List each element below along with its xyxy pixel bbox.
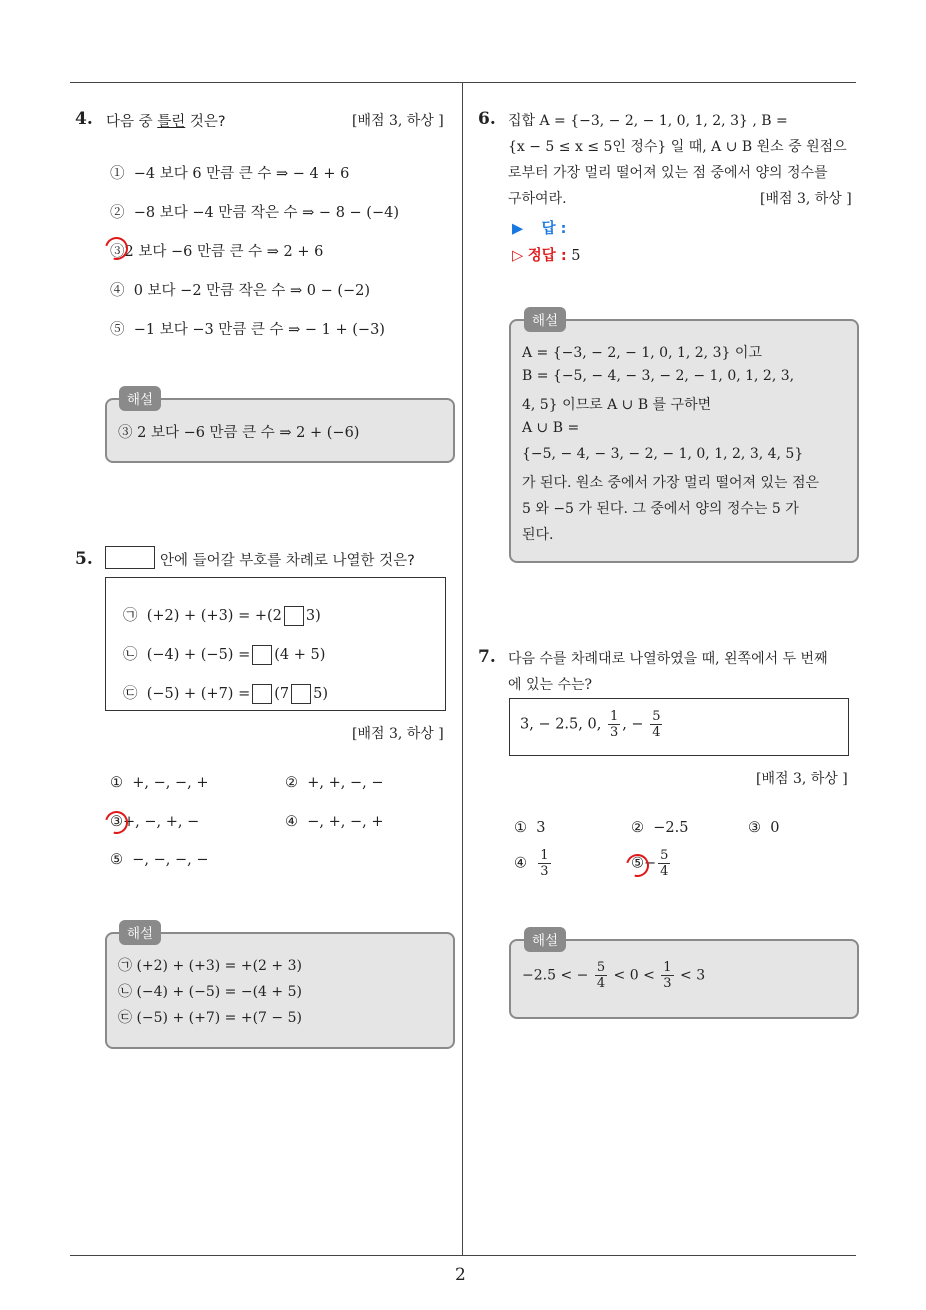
q5-choice-4[interactable]: ④ −, +, −, + (285, 814, 384, 830)
q7-choice-3[interactable]: ③ 0 (748, 820, 780, 836)
q6-answer-label: 답 : (541, 221, 567, 237)
q5-choice-1[interactable]: ① +, −, −, + (110, 775, 209, 791)
q7-number-list: 3, − 2.5, 0, $\frac{1}{3}$ , − $\frac{5}{4}$ (520, 709, 661, 740)
q4-stem: 다음 중 틀린 것은? (106, 114, 226, 130)
q7-box-fraction-1: $\frac{1}{3}$ (609, 709, 619, 740)
q5-choice-3[interactable]: ③+, −, +, − (110, 814, 200, 830)
q7-explanation-tag: 해설 (524, 927, 566, 952)
q7-explanation-text: −2.5 < − $\frac{5}{4}$ < 0 < $\frac{1}{3}$ < 3 (522, 960, 706, 991)
q7-number: 7. (478, 647, 496, 667)
q6-correct-label: 정답 : (527, 248, 567, 264)
q7-exp-fraction-2: $\frac{1}{3}$ (663, 960, 672, 991)
q7-exp-fraction-1: $\frac{5}{4}$ (596, 960, 606, 991)
q6-stem-line-3: 로부터 가장 멀리 떨어져 있는 점 중에서 양의 정수를 (508, 165, 828, 181)
q5-blank-3 (252, 684, 272, 704)
q6-explanation-line-4: A ∪ B = (522, 420, 580, 436)
q7-stem-line-2: 에 있는 수는? (508, 677, 593, 693)
q5-box-line-2: ㉡ (−4) + (−5) = (4 + 5) (123, 647, 326, 663)
q5-explanation-tag: 해설 (119, 920, 161, 945)
q5-answer-mark (101, 807, 132, 838)
q6-explanation-line-3: 4, 5} 이므로 A ∪ B 를 구하면 (522, 397, 712, 413)
q5-stem: 안에 들어갈 부호를 차례로 나열한 것은? (160, 553, 415, 569)
q6-explanation-line-1: A = {−3, − 2, − 1, 0, 1, 2, 3} 이고 (522, 345, 762, 361)
q6-stem-line-1: 집합 A = {−3, − 2, − 1, 0, 1, 2, 3} , B = (508, 113, 788, 129)
hollow-play-icon: ▷ (512, 248, 524, 264)
play-icon: ▶ (512, 221, 524, 237)
q5-box-line-1: ㉠ (+2) + (+3) = +(2 3) (123, 608, 321, 624)
q6-stem-line-2: {x − 5 ≤ x ≤ 5인 정수} 일 때, A ∪ B 원소 중 원점으 (508, 139, 847, 155)
q5-explanation-line-2: ㉡ (−4) + (−5) = −(4 + 5) (118, 984, 302, 1000)
q7-stem-line-1: 다음 수를 차례대로 나열하였을 때, 왼쪽에서 두 번째 (508, 651, 828, 667)
q6-explanation-line-5: {−5, − 4, − 3, − 2, − 1, 0, 1, 2, 3, 4, 5} (522, 446, 804, 462)
q6-explanation-line-6: 가 된다. 원소 중에서 가장 멀리 떨어져 있는 점은 (522, 475, 820, 491)
q4-choice-2[interactable]: ② −8 보다 −4 만큼 작은 수 ⇒ − 8 − (−4) (110, 205, 399, 221)
q6-explanation-tag: 해설 (524, 307, 566, 332)
q6-correct-value: 5 (571, 248, 581, 264)
q7-choice-2[interactable]: ② −2.5 (631, 820, 689, 836)
q6-explanation-line-8: 된다. (522, 527, 554, 543)
q6-stem-line-4: 구하여라. (508, 191, 567, 207)
q4-choice-3[interactable]: ③2 보다 −6 만큼 큰 수 ⇒ 2 + 6 (110, 244, 324, 260)
q5-number: 5. (75, 549, 93, 569)
q5-blank-4 (291, 684, 311, 704)
q7-choice-4-fraction: $\frac{1}{3}$ (540, 848, 549, 879)
q7-score: [배점 3, 하상 ] (756, 771, 848, 787)
top-rule (70, 82, 856, 83)
q6-correct-line (512, 244, 580, 265)
q7-choice-5[interactable]: ⑤− $\frac{5}{4}$ (631, 848, 669, 879)
q4-explanation-tag: 해설 (119, 386, 161, 411)
bottom-rule (70, 1255, 856, 1256)
q4-stem-underline: 틀린 (157, 114, 186, 130)
q4-score: [배점 3, 하상 ] (352, 113, 444, 129)
q6-number: 6. (478, 109, 496, 129)
q4-choice-1[interactable]: ① −4 보다 6 만큼 큰 수 ⇒ − 4 + 6 (110, 166, 350, 182)
q5-choice-2[interactable]: ② +, +, −, − (285, 775, 384, 791)
q7-choice-4[interactable]: ④ $\frac{1}{3}$ (514, 848, 549, 879)
q5-explanation-line-1: ㉠ (+2) + (+3) = +(2 + 3) (118, 958, 302, 974)
column-divider (462, 83, 463, 1255)
q5-score: [배점 3, 하상 ] (352, 726, 444, 742)
q7-choice-1[interactable]: ① 3 (514, 820, 546, 836)
q5-blank-1 (284, 606, 304, 626)
q7-choice-5-fraction: $\frac{5}{4}$ (660, 848, 669, 879)
q5-blank-box (105, 546, 155, 569)
q6-explanation-line-2: B = {−5, − 4, − 3, − 2, − 1, 0, 1, 2, 3, (522, 368, 795, 384)
q4-choice-5[interactable]: ⑤ −1 보다 −3 만큼 큰 수 ⇒ − 1 + (−3) (110, 322, 385, 338)
q5-box-line-3: ㉢ (−5) + (+7) = (7 5) (123, 686, 329, 702)
page-number: 2 (455, 1265, 466, 1285)
q4-number: 4. (75, 109, 93, 129)
q5-choice-5[interactable]: ⑤ −, −, −, − (110, 852, 209, 868)
q6-score: [배점 3, 하상 ] (760, 191, 852, 207)
q6-explanation-line-7: 5 와 −5 가 된다. 그 중에서 양의 정수는 5 가 (522, 501, 799, 517)
q6-answer-line[interactable] (512, 217, 566, 238)
q5-explanation-line-3: ㉢ (−5) + (+7) = +(7 − 5) (118, 1010, 302, 1026)
q4-explanation-text: ③ 2 보다 −6 만큼 큰 수 ⇒ 2 + (−6) (118, 425, 360, 441)
q7-box-fraction-2: $\frac{5}{4}$ (652, 709, 661, 740)
q4-choice-4[interactable]: ④ 0 보다 −2 만큼 작은 수 ⇒ 0 − (−2) (110, 283, 371, 299)
q5-blank-2 (252, 645, 272, 665)
